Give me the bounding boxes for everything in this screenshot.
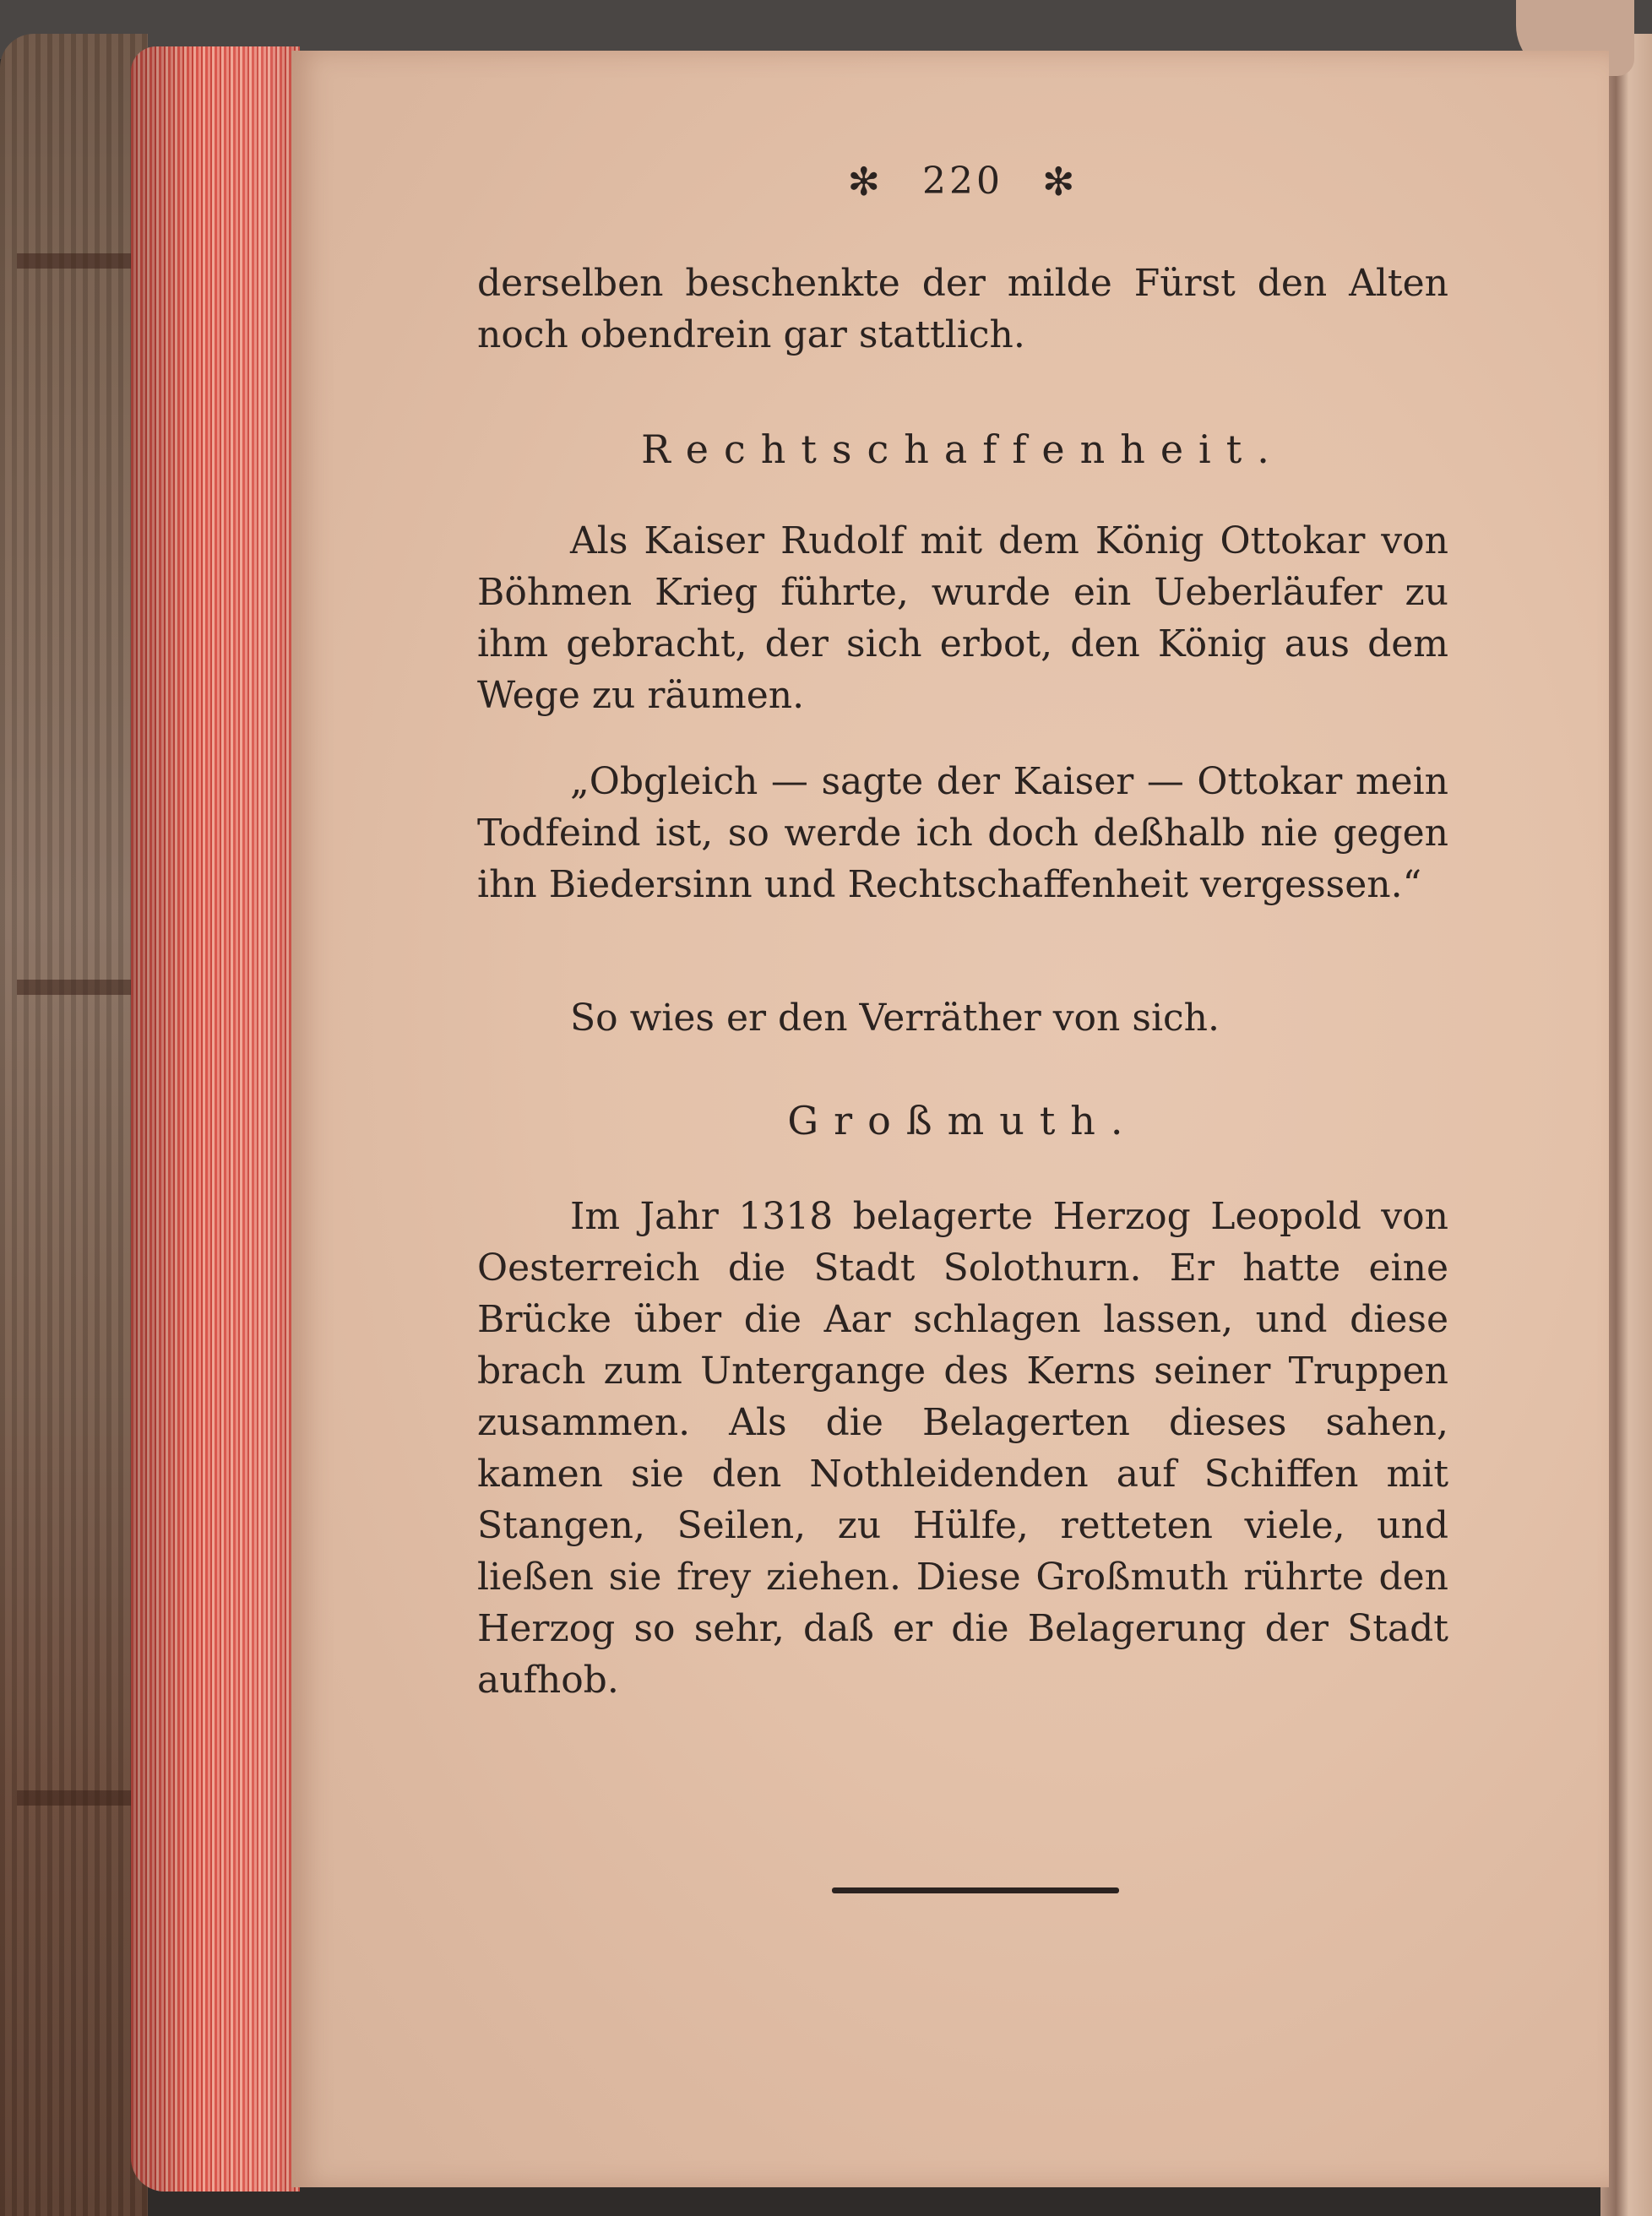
- ornament-star-icon: ✻: [1041, 159, 1079, 204]
- paragraph: So wies er den Verräther von sich.: [570, 997, 1220, 1040]
- text-block-2: [477, 756, 1448, 910]
- text-block-continuation: [477, 258, 1448, 361]
- text-block-3: [477, 992, 1448, 1044]
- paragraph: „Obgleich — sagte der Kaiser — Ottokar mein Todfeind ist, so werde ich doch deßhalb nie gegen ihn Biedersinn und Rechtschaffenheit vergessen.“: [477, 760, 1448, 906]
- page-number: 220: [922, 160, 1003, 203]
- leather-spine: [0, 34, 148, 2216]
- spine-band: [17, 253, 144, 269]
- paragraph: Als Kaiser Rudolf mit dem König Ottokar von Böhmen Krieg führte, wurde ein Ueberläufer zu ihm gebracht, der sich erbot, den König aus dem Wege zu räumen.: [477, 519, 1448, 717]
- ornament-star-icon: ✻: [847, 159, 883, 204]
- continuation-paragraph: derselben beschenkte der milde Fürst den Alten noch obendrein gar stattlich.: [477, 262, 1448, 356]
- page-header: [477, 159, 1448, 204]
- text-block-4: [477, 1191, 1448, 1706]
- end-rule: [832, 1887, 1119, 1893]
- spine-band: [17, 1790, 144, 1806]
- section-heading-1: [477, 426, 1448, 472]
- page-edges-shade: [131, 46, 300, 2192]
- section-heading: Großmuth.: [787, 1098, 1138, 1143]
- paragraph: Im Jahr 1318 belagerte Herzog Leopold von Oesterreich die Stadt Solothurn. Er hatte eine Brücke über die Aar schlagen lassen, und diese brach zum Untergange des Kerns seiner Truppen zusammen. Als die Belagerten dieses sahen, kamen sie den Nothleidenden auf Schiffen mit Stangen, Seilen, zu Hülfe, retteten viele, und ließen sie frey ziehen. Diese Großmuth rührte den Herzog so sehr, daß er die Belagerung der Stadt aufhob.: [477, 1195, 1448, 1702]
- text-block-1: [477, 515, 1448, 721]
- spine-band: [17, 980, 144, 995]
- section-heading-2: [477, 1098, 1448, 1143]
- section-heading: Rechtschaffenheit.: [641, 426, 1285, 472]
